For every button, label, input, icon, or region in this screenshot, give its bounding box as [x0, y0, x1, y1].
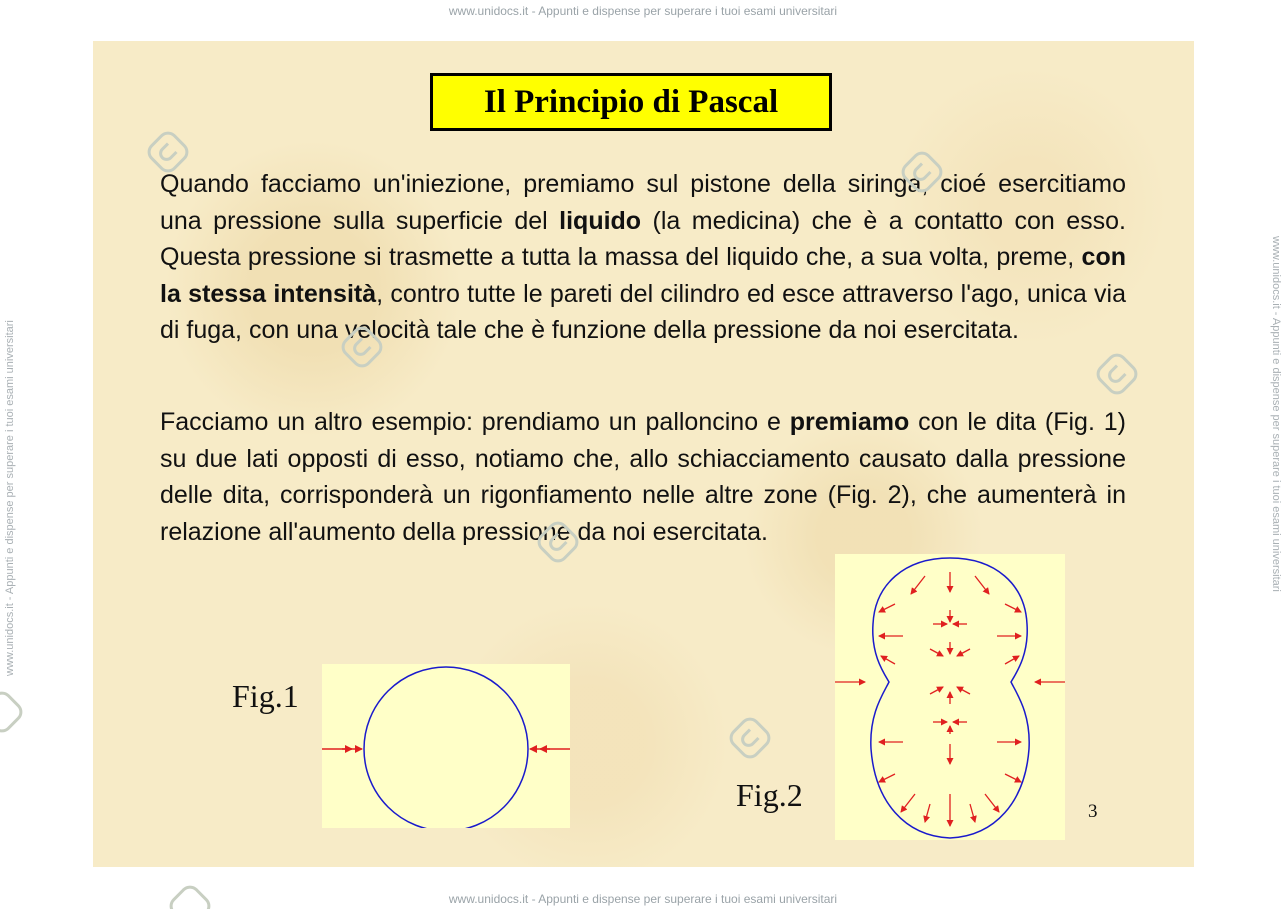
- fig2-label: Fig.2: [736, 777, 803, 813]
- unidocs-logo-icon: [0, 690, 24, 734]
- paragraph-balloon: [160, 404, 1126, 550]
- unidocs-logo-icon: [340, 325, 384, 369]
- unidocs-logo-icon: [728, 716, 772, 760]
- unidocs-logo-icon: [536, 520, 580, 564]
- slide-title: Il Principio di Pascal: [430, 73, 832, 131]
- page-number: 3: [1088, 801, 1098, 822]
- paragraph-syringe: [160, 166, 1126, 349]
- fig2-panel: [835, 554, 1065, 840]
- unidocs-logo-icon: [168, 884, 212, 909]
- p1-text-a: Quando facciamo un'iniezione, premiamo sul pistone della siringa, cioé esercitiamo una pressione sulla superficie del: [160, 170, 1126, 235]
- fig1-panel: [322, 664, 570, 828]
- p2-bold-premiamo: premiamo: [789, 408, 910, 436]
- fig1-balloon-diagram: [322, 664, 570, 828]
- slide: [93, 41, 1194, 867]
- watermark-top: www.unidocs.it - Appunti e dispense per superare i tuoi esami universitari: [448, 4, 838, 18]
- unidocs-logo-icon: [146, 130, 190, 174]
- watermark-right: www.unidocs.it - Appunti e dispense per superare i tuoi esami universitari: [1270, 236, 1282, 592]
- p1-text-e: , contro tutte le pareti del cilindro ed esce attraverso l'ago, unica via di fuga, con una velocità tale che è funzione della pressione da noi esercitata.: [160, 279, 1126, 345]
- watermark-left: www.unidocs.it - Appunti e dispense per superare i tuoi esami universitari: [4, 320, 16, 676]
- fig1-label: Fig.1: [232, 678, 299, 714]
- p2-text-c: con le dita (Fig. 1) su due lati opposti di esso, notiamo che, allo schiacciamento causato dalla pressione delle dita, corrisponderà un rigonfiamento nelle altre zone (Fig. 2), che aumenterà in relazione all'aumento della pressione da noi esercitata.: [160, 408, 1127, 546]
- fig2-balloon-diagram: [835, 554, 1065, 840]
- p1-bold-intensita: con la stessa intensità: [160, 243, 1126, 308]
- unidocs-logo-icon: [1095, 352, 1139, 396]
- fig1-balloon-outline: [364, 667, 528, 828]
- unidocs-logo-icon: [900, 150, 944, 194]
- p2-text-a: Facciamo un altro esempio: prendiamo un palloncino e: [160, 408, 790, 436]
- fig2-pressure-arrows: [835, 572, 1065, 826]
- watermark-bottom: www.unidocs.it - Appunti e dispense per superare i tuoi esami universitari: [448, 892, 838, 906]
- p1-text-c: (la medicina) che è a contatto con esso. Questa pressione si trasmette a tutta la massa del liquido che, a sua volta, preme,: [160, 206, 1126, 272]
- p1-bold-liquido: liquido: [559, 206, 642, 235]
